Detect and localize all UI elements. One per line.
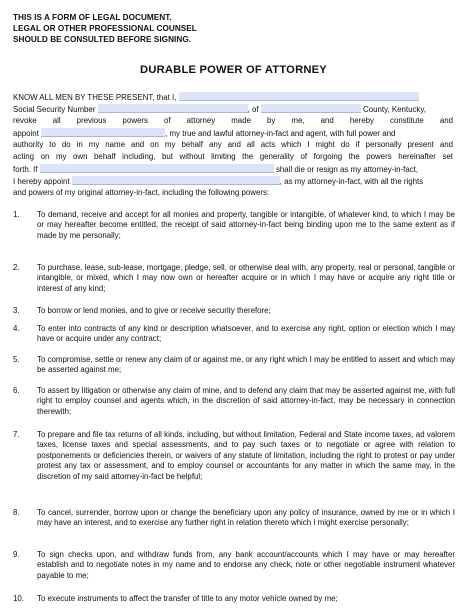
document-title: DURABLE POWER OF ATTORNEY	[140, 64, 327, 76]
power-text: To cancel, surrender, borrow upon or change the beneficiary upon any policy of insurance, owned by me or in which I may have an interest, and to exercise any further right in relation thereto which I might exercise personally;	[37, 508, 455, 528]
power-number: 3.	[13, 306, 20, 315]
power-text: To execute instruments to affect the transfer of title to any motor vehicle owned by me;	[37, 594, 338, 603]
power-item-7	[13, 430, 455, 482]
power-item-6	[13, 386, 455, 417]
intro-line-4	[13, 128, 453, 139]
intro-line-2	[13, 104, 453, 115]
power-item-1	[13, 210, 455, 241]
power-text: To assert by litigation or otherwise any claim of mine, and to defend any claim that may be asserted against me, with full right to employ counsel and agents which, in the discretion of said attorney-in-fact, may be necessary in connection therewith;	[37, 386, 455, 416]
power-item-5	[13, 355, 455, 376]
intro-text: Social Security Number	[13, 105, 96, 114]
power-item-2	[13, 263, 455, 294]
power-number: 9.	[13, 550, 20, 559]
power-number: 4.	[13, 324, 20, 333]
intro-text: , as my attorney-in-fact, with all the rights	[279, 177, 424, 186]
power-number: 1.	[13, 210, 20, 219]
intro-text: KNOW ALL MEN BY THESE PRESENT, that I,	[13, 93, 177, 102]
power-item-10	[13, 594, 455, 604]
power-number: 7.	[13, 430, 20, 439]
intro-text: , of	[247, 105, 259, 114]
intro-line-6: acting on my own behalf including, but without limiting the generality of forgoing the powers hereinafter set	[13, 152, 453, 161]
power-number: 6.	[13, 386, 20, 395]
intro-line-7	[13, 164, 453, 175]
successor-attorney-field[interactable]	[72, 176, 280, 185]
power-text: To prepare and file tax returns of all kinds, including, but without limitation, Federal and State income taxes, ad valorem taxes, license taxes and special assessments, and to pay such taxes or to negotiate or agree with relation to postponements or deficiencies therein, or waivers of any statute of limitation, including the right to protest or pay under protest any tax or assessment, and to employ counsel or accountants for any matter in which the same may, in the discretion of my said attorney-in-fact be helpful;	[37, 430, 455, 481]
intro-line-5: authority to do in my name and on my behalf any and all acts which I might do if personally present and	[13, 140, 453, 149]
legal-notice	[13, 12, 197, 45]
legal-notice-line: LEGAL OR OTHER PROFESSIONAL COUNSEL	[13, 24, 197, 33]
intro-text: forth. If	[13, 165, 38, 174]
power-number: 2.	[13, 263, 20, 272]
grantor-name-field[interactable]	[179, 92, 419, 101]
legal-notice-line: THIS IS A FORM OF LEGAL DOCUMENT.	[13, 13, 172, 22]
power-item-9	[13, 550, 455, 581]
power-text: To compromise, settle or renew any claim of or against me, or any right which I may be entitled to assert and which may be asserted against me;	[37, 355, 455, 375]
power-text: To sign checks upon, and withdraw funds from, any bank account/accounts which I may have or may hereafter establish and to negotiate notes in my name and to endorse any check, note or other negotiable instrument whatever payable to me;	[37, 550, 455, 580]
power-text: To borrow or lend monies, and to give or receive security therefore;	[37, 306, 271, 315]
ssn-field[interactable]	[98, 104, 248, 113]
intro-text: appoint	[13, 129, 39, 138]
power-number: 8.	[13, 508, 20, 517]
attorney-name-field[interactable]	[41, 128, 165, 137]
power-text: To demand, receive and accept for all monies and property, tangible or intangible, of whatever kind, to which I may be or may hereafter become entitled, the receipt of said attorney-in-fact being binding upon me to the same extent as if made by me personally;	[37, 210, 455, 240]
intro-text: I hereby appoint	[13, 177, 70, 186]
power-text: To purchase, lease, sub-lease, mortgage, pledge, sell, or otherwise deal with, any property, real or personal, tangible or intangible, or mixed, which I may now own or hereafter acquire or in which I may have or acquire any right title or interest of any kind;	[37, 263, 455, 293]
intro-line-3: revoke all previous powers of attorney made by me, and hereby constitute and	[13, 116, 453, 125]
intro-text: County, Kentucky,	[363, 105, 426, 114]
power-item-4	[13, 324, 455, 345]
power-item-3	[13, 306, 455, 316]
county-field[interactable]	[261, 104, 361, 113]
intro-line-1	[13, 92, 453, 103]
power-item-8	[13, 508, 455, 529]
intro-text: , my true and lawful attorney-in-fact and agent, with full power and	[165, 129, 396, 138]
power-number: 10.	[13, 594, 24, 603]
legal-notice-line: SHOULD BE CONSULTED BEFORE SIGNING.	[13, 35, 192, 44]
intro-text: shall die or resign as my attorney-in-fact,	[275, 165, 419, 174]
original-attorney-field[interactable]	[40, 164, 274, 173]
power-text: To enter into contracts of any kind or description whatsoever, and to exercise any right, option or election which I may have or acquire under any contract;	[37, 324, 455, 344]
intro-line-8	[13, 176, 453, 187]
intro-line-9: and powers of my original attorney-in-fact, including the following powers:	[13, 188, 270, 197]
power-number: 5.	[13, 355, 20, 364]
